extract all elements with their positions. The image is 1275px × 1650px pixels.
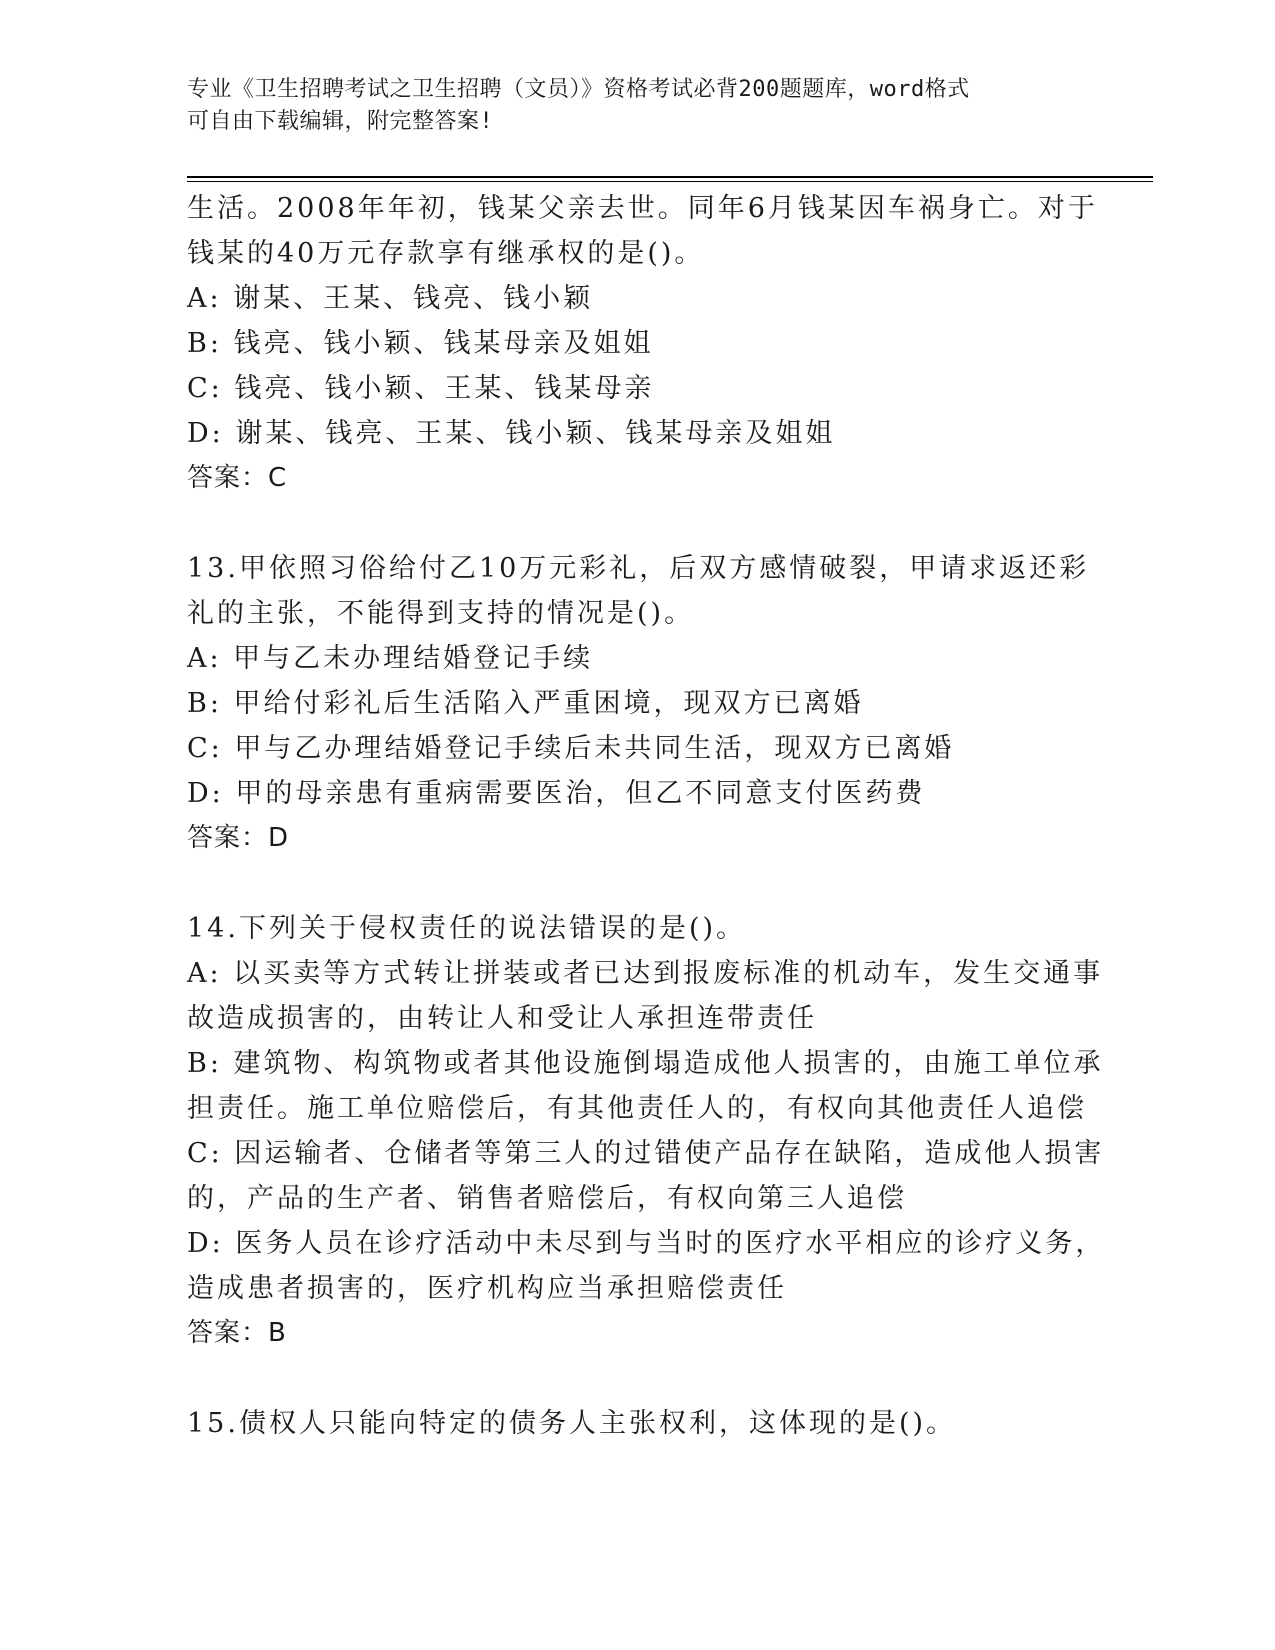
header-line-1: 专业《卫生招聘考试之卫生招聘（文员）》资格考试必背200题题库，word格式 — [187, 77, 970, 102]
option-a-line: A: 以买卖等方式转让拼装或者已达到报废标准的机动车，发生交通事 — [187, 958, 1104, 989]
question-stem-line: 钱某的40万元存款享有继承权的是()。 — [187, 238, 705, 269]
question-stem-line: 13.甲依照习俗给付乙10万元彩礼，后双方感情破裂，甲请求返还彩 — [187, 553, 1090, 584]
option-c-line: C: 因运输者、仓储者等第三人的过错使产品存在缺陷，造成他人损害 — [187, 1138, 1105, 1169]
answer-line: 答案：C — [187, 463, 288, 493]
answer-line: 答案：D — [187, 823, 290, 853]
question-12-continued — [187, 186, 1098, 501]
page-header — [187, 74, 1067, 138]
option-b: B: 钱亮、钱小颖、钱某母亲及姐姐 — [187, 328, 654, 359]
question-stem-line: 礼的主张，不能得到支持的情况是()。 — [187, 598, 695, 629]
option-c: C: 钱亮、钱小颖、王某、钱某母亲 — [187, 373, 655, 404]
question-13 — [187, 546, 1090, 861]
answer-line: 答案：B — [187, 1318, 287, 1348]
option-b: B: 甲给付彩礼后生活陷入严重困境，现双方已离婚 — [187, 688, 864, 719]
question-14 — [187, 906, 1106, 1356]
option-d: D: 甲的母亲患有重病需要医治，但乙不同意支付医药费 — [187, 778, 926, 809]
option-d: D: 谢某、钱亮、王某、钱小颖、钱某母亲及姐姐 — [187, 418, 836, 449]
header-divider-thin — [187, 181, 1153, 182]
question-stem-line: 14.下列关于侵权责任的说法错误的是()。 — [187, 913, 747, 944]
option-b-line: 担责任。施工单位赔偿后，有其他责任人的，有权向其他责任人追偿 — [187, 1093, 1087, 1124]
option-a-line: 故造成损害的，由转让人和受让人承担连带责任 — [187, 1003, 817, 1034]
option-a: A: 甲与乙未办理结婚登记手续 — [187, 643, 594, 674]
question-stem-line: 生活。2008年年初，钱某父亲去世。同年6月钱某因车祸身亡。对于 — [187, 193, 1098, 224]
spacer — [187, 861, 1087, 906]
question-stem-line: 15.债权人只能向特定的债务人主张权利，这体现的是()。 — [187, 1408, 957, 1439]
header-divider-thick — [187, 176, 1153, 178]
option-d-line: 造成患者损害的，医疗机构应当承担赔偿责任 — [187, 1273, 787, 1304]
document-body — [187, 186, 1106, 1446]
spacer — [187, 1356, 1087, 1401]
option-c: C: 甲与乙办理结婚登记手续后未共同生活，现双方已离婚 — [187, 733, 955, 764]
option-d-line: D: 医务人员在诊疗活动中未尽到与当时的医疗水平相应的诊疗义务， — [187, 1228, 1106, 1259]
option-b-line: B: 建筑物、构筑物或者其他设施倒塌造成他人损害的，由施工单位承 — [187, 1048, 1104, 1079]
question-15 — [187, 1401, 1087, 1446]
option-a: A: 谢某、王某、钱亮、钱小颖 — [187, 283, 594, 314]
option-c-line: 的，产品的生产者、销售者赔偿后，有权向第三人追偿 — [187, 1183, 907, 1214]
header-line-2: 可自由下载编辑，附完整答案! — [187, 109, 494, 134]
spacer — [187, 501, 1087, 546]
